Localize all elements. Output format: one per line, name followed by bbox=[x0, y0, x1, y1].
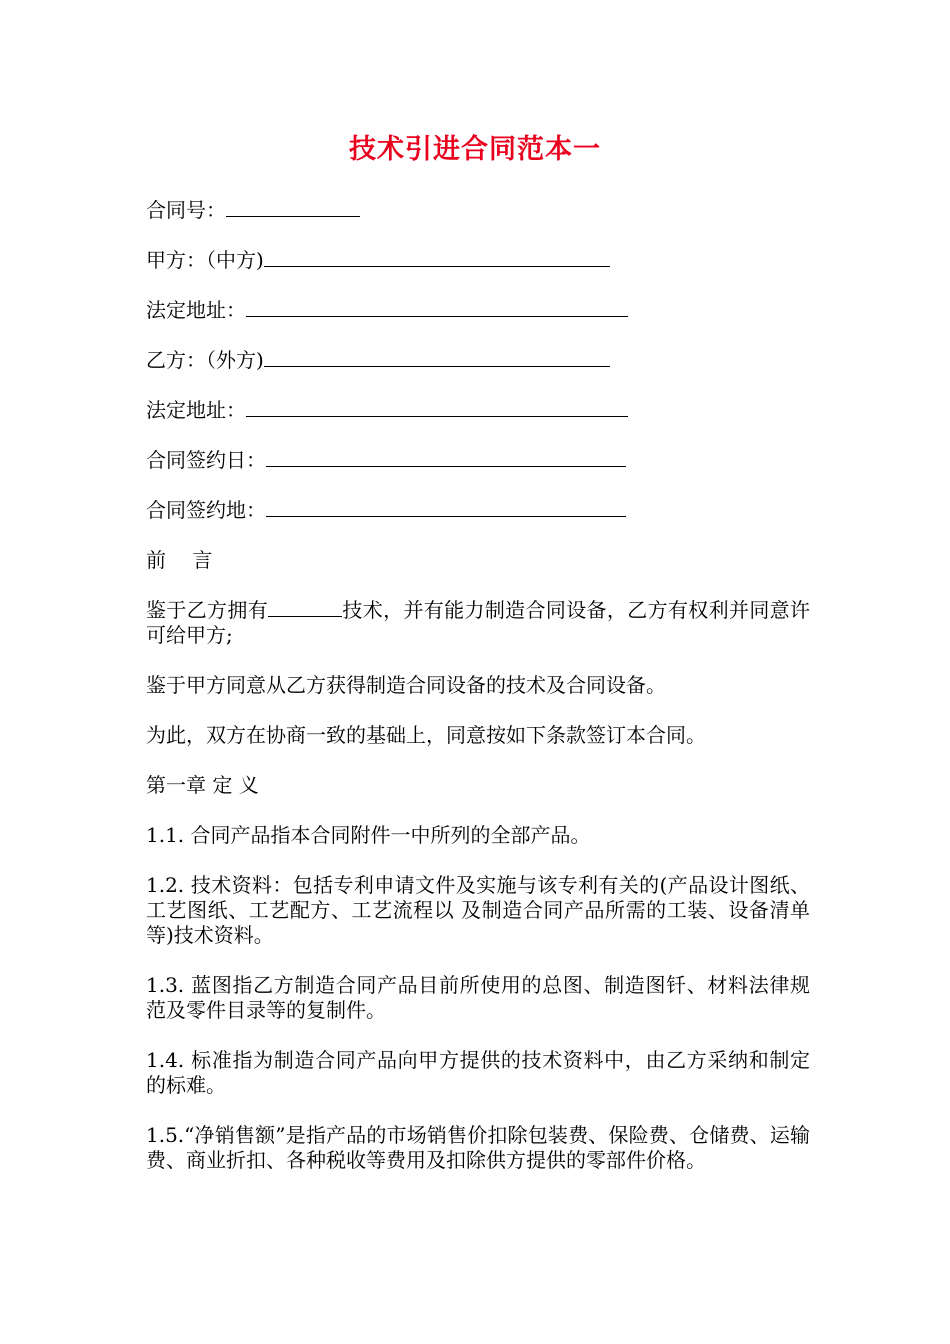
contract-no-line bbox=[146, 198, 810, 223]
contract-no-label: 合同号： bbox=[146, 198, 226, 222]
party-a-line bbox=[146, 248, 810, 273]
clause-1-1: 1.1. 合同产品指本合同附件一中所列的全部产品。 bbox=[146, 823, 591, 847]
party-a-address-label: 法定地址： bbox=[146, 298, 246, 322]
party-b-address-label: 法定地址： bbox=[146, 398, 246, 422]
clause-1-4: 1.4. 标准指为制造合同产品向甲方提供的技术资料中，由乙方采纳和制定的标难。 bbox=[146, 1048, 810, 1097]
sign-date-line bbox=[146, 448, 810, 473]
preface-paragraph-2: 鉴于甲方同意从乙方获得制造合同设备的技术及合同设备。 bbox=[146, 673, 666, 697]
document-title: 技术引进合同范本一 bbox=[349, 134, 601, 165]
sign-place-line bbox=[146, 498, 810, 523]
preface-paragraph-3: 为此，双方在协商一致的基础上，同意按如下条款签订本合同。 bbox=[146, 723, 706, 747]
document-body bbox=[146, 198, 810, 1198]
chapter-1-heading: 第一章 定 义 bbox=[146, 773, 259, 797]
party-b-label: 乙方：（外方) bbox=[146, 348, 264, 372]
clause-1-5: 1.5.“净销售额”是指产品的市场销售价扣除包装费、保险费、仓储费、运输费、商业折扣、各种税收等费用及扣除供方提供的零部件价格。 bbox=[146, 1123, 810, 1172]
party-b-address-blank bbox=[246, 398, 628, 417]
preface-paragraph-1: 鉴于乙方拥有 技术，并有能力制造合同设备，乙方有权利并同意许可给甲方; bbox=[146, 598, 811, 647]
sign-date-blank bbox=[266, 448, 626, 467]
sign-place-blank bbox=[266, 498, 626, 517]
preface-heading: 前 言 bbox=[146, 548, 223, 572]
party-b-address-line bbox=[146, 398, 810, 423]
sign-place-label: 合同签约地： bbox=[146, 498, 266, 522]
contract-no-blank bbox=[226, 198, 360, 217]
party-a-blank bbox=[264, 248, 610, 267]
sign-date-label: 合同签约日： bbox=[146, 448, 266, 472]
clause-1-2: 1.2. 技术资料：包括专利申请文件及实施与该专利有关的(产品设计图纸、工艺图纸、工艺配方、工艺流程以 及制造合同产品所需的工装、设备清单等)技术资料。 bbox=[146, 873, 810, 947]
party-a-address-blank bbox=[246, 298, 628, 317]
party-b-line bbox=[146, 348, 810, 373]
party-a-address-line bbox=[146, 298, 810, 323]
technology-blank bbox=[268, 598, 342, 617]
party-a-label: 甲方：（中方) bbox=[146, 248, 264, 272]
clause-1-3: 1.3. 蓝图指乙方制造合同产品目前所使用的总图、制造图钎、材料法律规范及零件目录等的复制件。 bbox=[146, 973, 810, 1022]
party-b-blank bbox=[264, 348, 610, 367]
